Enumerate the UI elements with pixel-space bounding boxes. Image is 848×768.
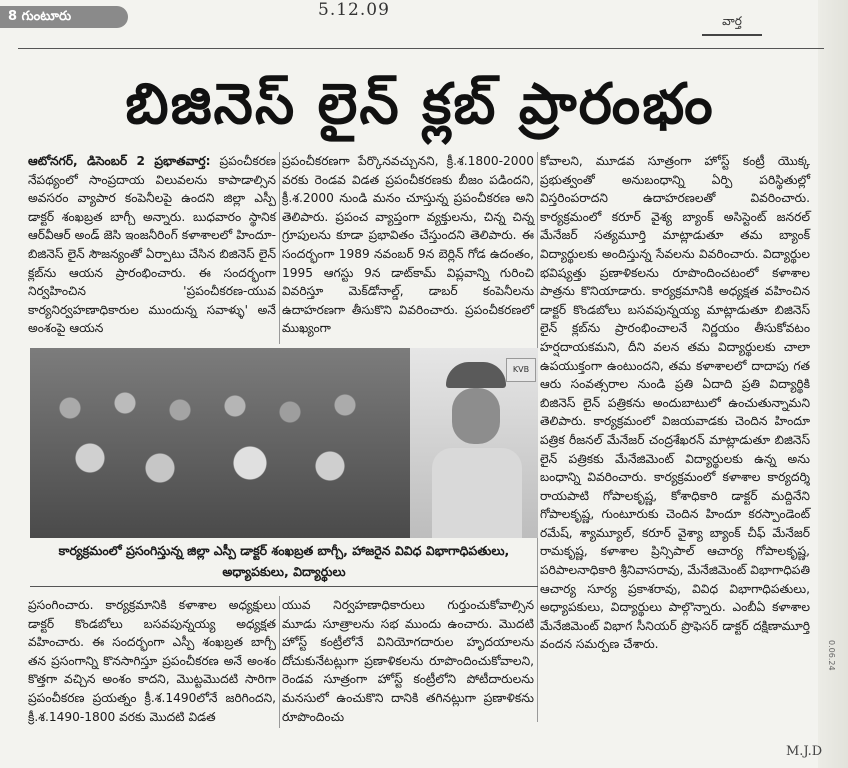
speaker-image [410,348,538,538]
article-column-2 [282,152,534,342]
bank-logo: KVB [506,358,536,382]
audience-image [30,348,410,538]
photo-caption: కార్యక్రమంలో ప్రసంగిస్తున్న జిల్లా ఎస్పీ డాక్టర్ శంఖబ్రత బాగ్చీ, హాజరైన వివిధ విభాగాధిపతులు, అధ్యాపకులు, విద్యార్థులు [30,540,538,587]
article-column-1 [28,152,276,342]
speaker-face [452,388,500,444]
column-divider [279,152,280,344]
newspaper-name: వార్త [702,14,762,36]
handwritten-initials: M.J.D [786,744,823,759]
speaker-uniform [432,448,522,538]
handwritten-date: 5.12.09 [318,0,390,20]
column-1-text: ప్రపంచీకరణ నేపథ్యంలో సాంప్రదాయ విలువలను కాపాడాల్సిన అవసరం వ్యాపార కంపెనీలపై ఉందని జిల్లా ఎస్పీ డాక్టర్ శంఖబ్రత బాగ్చీ అన్నారు. బుధవారం స్థానిక ఆర్‌వీఆర్ అండ్ జెసి ఇంజనీరింగ్ కళాశాలలో హిందూ-బిజినెస్ లైన్ సౌజన్యంతో ఏర్పాటు చేసిన బిజినెస్ లైన్ క్లబ్‌ను ఆయన ప్రారంభించారు. ఈ సందర్భంగా నిర్వహించిన 'ప్రపంచీకరణ-యువ కార్యనిర్వహణాధికారుల ముందున్న సవాళ్ళు' అనే అంశంపై ఆయన [28,154,276,336]
top-rule [18,48,824,49]
page-section-tag: 8 గుంటూరు [0,6,128,28]
column-4-text: ప్రసంగించారు. కార్యక్రమానికి కళాశాల అధ్యక్షులు డాక్టర్ కొండబోలు బసవపున్నయ్య అధ్యక్షత వహించారు. ఈ సందర్భంగా ఎస్పీ శంఖబ్రత బాగ్చీ తన ప్రసంగాన్ని కొనసాగిస్తూ ప్రపంచీకరణ అనే అంశం కొత్తగా వచ్చిన అంశం కాదని, మొట్టమొదటి సారిగా ప్రపంచీకరణ ప్రయత్నం క్రీ.శ.1490లోనే జరిగిందని, క్రీ.శ.1490-1800 వరకు మొదటి విడత [28,598,276,724]
article-column-3 [540,152,810,712]
column-5-text: యువ నిర్వహణాధికారులు గుర్తుంచుకోవాల్సిన మూడు సూత్రాలను సభ ముందు ఉంచారు. మొదటి హోస్ట్ కంట్రీలోనే వినియోగదారుల హృదయాలను దోచుకునేటట్లుగా ప్రణాళికలను రూపొందించుకోవాలని, రెండవ సూత్రంగా హోస్ట్ కంట్రీలోని పోటీదారులను మనసులో ఉంచుకొని దానికి తగినట్లుగా ప్రణాళికను రూపొందించు [282,598,534,724]
column-divider [279,596,280,728]
side-margin-marks: 0.06.24 [827,640,836,671]
article-headline: బిజినెస్ లైన్ క్లబ్ ప్రారంభం [125,72,715,137]
event-photo [30,348,538,538]
column-2-text: ప్రపంచీకరణగా పేర్కొనవచ్చునని, క్రీ.శ.1800-2000 వరకు రెండవ విడత ప్రపంచీకరణకు బీజం పడిందని, క్రీ.శ.2000 నుండి మనం చూస్తున్న ప్రపంచీకరణ అని తెలిపారు. ప్రపంచ వ్యాప్తంగా వ్యక్తులను, చిన్న చిన్న గ్రూపులను కూడా ప్రభావితం చేస్తుందని తెలిపారు. ఈ సందర్భంగా 1989 నవంబర్ 9న బెర్లిన్ గోడ ఉదంతం, 1995 ఆగస్టు 9న డాట్‌కామ్ విప్లవాన్ని గురించి వివరిస్తూ మెక్‌డోనాల్డ్, డాబర్ కంపెనీలను ఉదాహరణగా తీసుకొని వివరించారు. ప్రపంచీకరణలో ముఖ్యంగా [282,154,534,336]
article-dateline: ఆటోనగర్, డిసెంబర్ 2 ప్రభాతవార్త: [28,154,211,168]
police-cap [446,362,506,388]
article-column-4 [28,596,276,726]
article-column-5 [282,596,534,726]
column-3-text: కోవాలని, మూడవ సూత్రంగా హోస్ట్ కంట్రీ యొక్క ప్రభుత్వంతో అనుబంధాన్ని ఏర్పి పరిస్థితుల్లో విస్తరింపరాదని ఉదాహరణలతో వివరించారు. కార్యక్రమంలో కరూర్ వైశ్య బ్యాంక్ అసిస్టెంట్ జనరల్ మేనేజర్ సత్యమూర్తి మాట్లాడుతూ తమ బ్యాంక్ విద్యార్థులకు అందిస్తున్న సేవలను వివరించారు. విద్యార్థుల భవిష్యత్తు ప్రణాళికలను రూపొందించటంలో కళాశాల పాత్రను కొనియాడారు. కార్యక్రమానికి అధ్యక్షత వహించిన డాక్టర్ కొండబోలు బసవపున్నయ్య మాట్లాడుతూ బిజినెస్ లైన్ క్లబ్‌ను ప్రారంభించాలనే నిర్ణయం తీసుకోవటం హర్షదాయకమని, దీని వలన తమ విద్యార్థులకు చాలా ఉపయుక్తంగా ఉంటుందని, తమ కళాశాలలో దాదాపు గత ఆరు సంవత్సరాల నుండి ప్రతి ఏదాది ప్రతి విద్యార్థికి బిజినెస్ లైన్ పత్రికను అందుబాటులో ఉంచుతున్నామని తెలిపారు. కార్యక్రమంలో విజయవాడకు చెందిన హిందూ పత్రిక రీజనల్ మేనేజర్ చంద్రశేఖరన్ మాట్లాడుతూ బిజినెస్ లైన్ పత్రికకు మేనేజిమెంట్ విద్యార్థులకు ఉన్న అను బంధాన్ని వివరించారు. కార్యక్రమంలో కళాశాల కార్యదర్శి రాయపాటి గోపాలకృష్ణ, కోశాధికారి డాక్టర్ మద్దినేని గోపాలకృష్ణ, గుంటూరుకు చెందిన హిందూ కరస్పాండెంట్ రమేష్, శ్యామ్యూల్, కరూర్ వైశ్యా బ్యాంక్ చీఫ్ మేనేజర్ రామకృష్ణ, కళాశాల ప్రిన్సిపాల్ ఆచార్య గోపాలకృష్ణ, పరిపాలనాధికారి శ్రీనివాసరావు, మేనేజిమెంట్ విభాగాధిపతి ఆచార్య సూర్య ప్రకాశరావు, వివిధ విభాగాధిపతులు, అధ్యాపకులు, విద్యార్థులు పాల్గొన్నారు. ఎంబీఏ కళాశాల మేనేజిమెంట్ విభాగ సీనియర్ ప్రొఫెసర్ డాక్టర్ దక్షిణామూర్తి వందన సమర్పణ చేశారు. [540,154,810,652]
